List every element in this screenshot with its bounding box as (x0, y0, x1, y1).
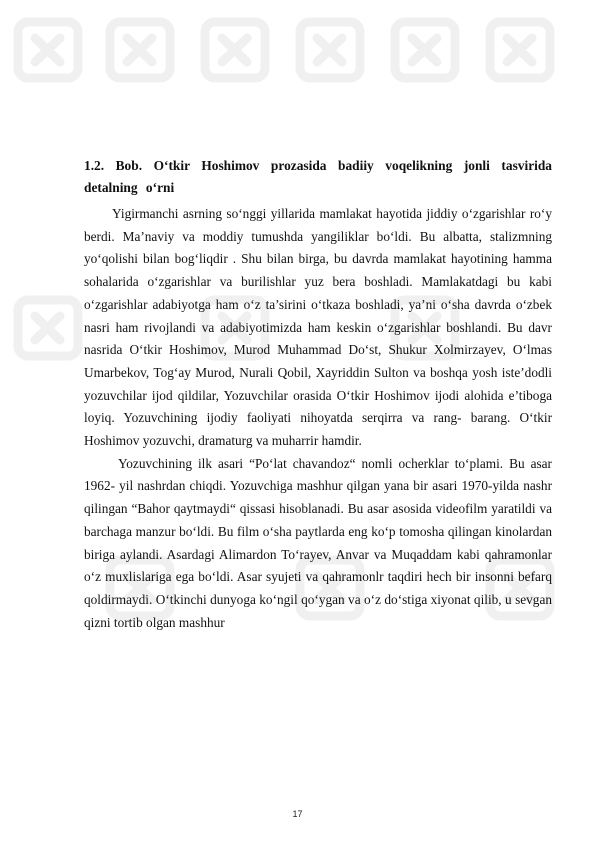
paragraph-2: Yozuvchining ilk asari “Po‘lat chavandoz“ nomli ocherklar to‘plami. Bu asar 1962- yil nashrdan chiqdi. Yozuvchiga mashhur qilgan yana bir asari 1970-yilda nashr qilingan “Bahor qaytmaydi“ qissasi hisoblanadi. Bu asar asosida videofilm yaratildi va barchaga manzur bo‘ldi. Bu film o‘sha paytlarda eng ko‘p tomosha qilingan kinolardan biriga aylandi. Asardagi Alimardon To‘rayev, Anvar va Muqaddam kabi qahramonlar o‘z muxlislariga ega bo‘ldi. Asar syujeti va qahramonlr taqdiri hech bir insonni befarq qoldirmaydi. O‘tkinchi dunyoga ko‘ngil qo‘ygan va o‘z do‘stiga xiyonat qilib, u sevgan qizni tortib olgan mashhur (84, 455, 552, 630)
document-body (84, 155, 552, 634)
section-heading: 1.2. Bob. O‘tkir Hoshimov prozasida badiiy voqelikning jonli tasvirida detalning o‘rni (84, 158, 552, 195)
paragraph-1: Yigirmanchi asrning so‘nggi yillarida mamlakat hayotida jiddiy o‘zgarishlar ro‘y berdi. Ma’naviy va moddiy tumushda yangiliklar bo‘ldi. Bu albatta, stalizmning yo‘qolishi bilan bog‘liqdir . Shu bilan birga, bu davrda mamlakat hayotining hamma sohalarida o‘zgarishlar va burilishlar yuz bera boshladi. Mamlakatdagi bu kabi o‘zgarishlar adabiyotga ham o‘z ta’sirini o‘tkaza boshladi, ya’ni o‘sha davrda o‘zbek nasri ham rivojlandi va adabiyotimizda ham keskin o‘zgarishlar boshlandi. Bu davr nasrida O‘tkir Hoshimov, Murod Muhammad Do‘st, Shukur Xolmirzayev, O‘lmas Umarbekov, Tog‘ay Murod, Nurali Qobil, Xayriddin Sulton va boshqa yosh iste’dodli yozuvchilar ijod qildilar, Yozuvchilar orasida O‘tkir Hoshimov ijodi alohida e’tiboga loyiq. Yozuvchining ijodiy faoliyati nihoyatda serqirra va rang- barang. O‘tkir Hoshimov yozuvchi, dramaturg va muharrir hamdir. (84, 206, 552, 449)
page-number: 17 (292, 809, 303, 819)
